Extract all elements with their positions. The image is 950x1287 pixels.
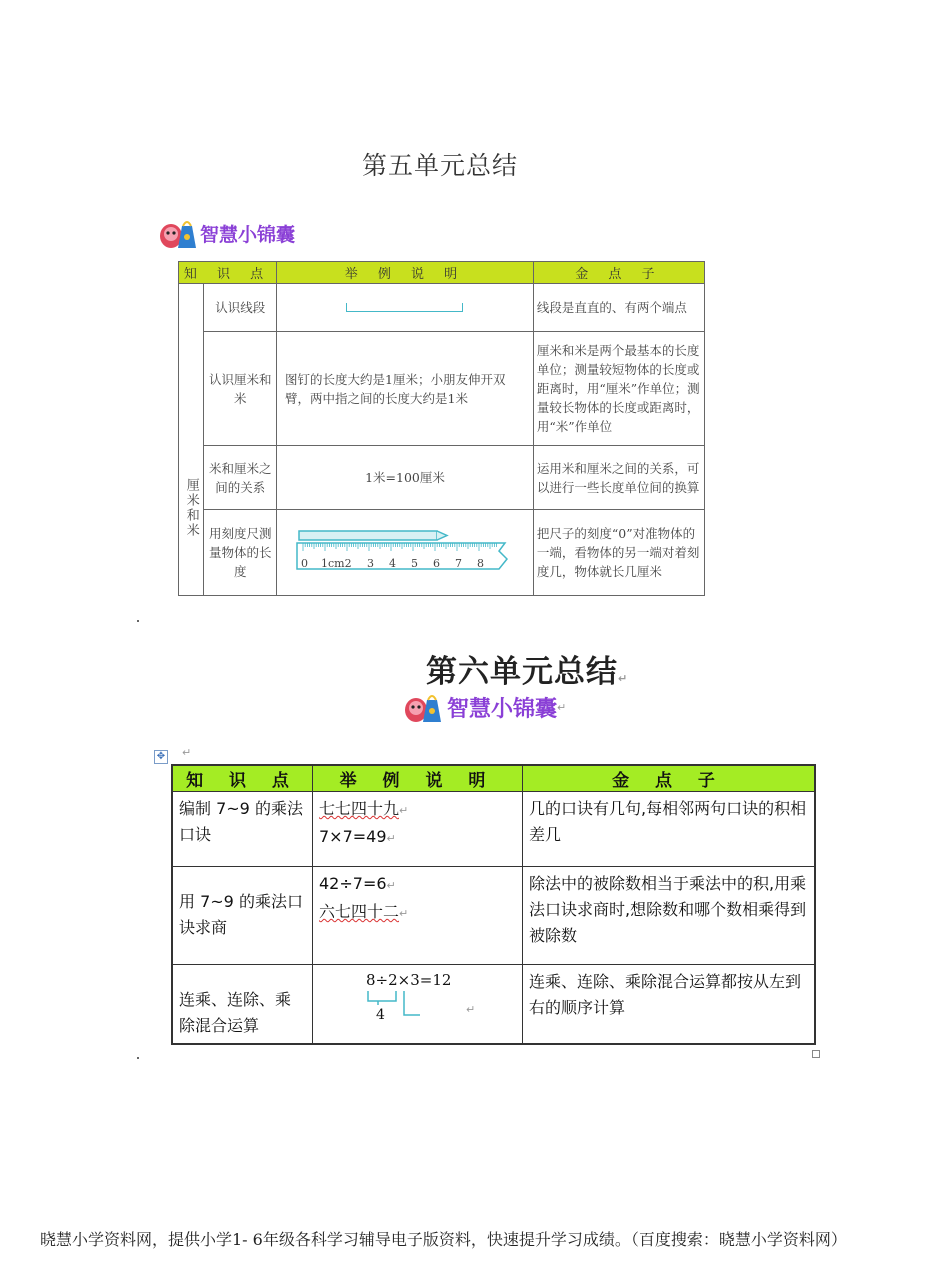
unit5-header-tip: 金 点 子 (533, 262, 704, 284)
ruler-figure (295, 525, 515, 577)
unit5-group-label: 厘米和米 (183, 477, 199, 538)
unit5-topic-cell: 认识厘米和米 (204, 332, 277, 446)
unit6-topic-cell: 连乘、连除、乘除混合运算 (172, 965, 313, 1045)
line-segment-figure (346, 303, 463, 312)
example-line: 七七四十九 (319, 799, 400, 818)
brain-bag-mascot-icon (158, 216, 198, 250)
table-row (179, 446, 705, 510)
unit6-header-row (172, 765, 815, 792)
ruler-label: 1cm2 (320, 557, 352, 570)
table-row (179, 510, 705, 596)
unit6-tip-cell: 连乘、连除、乘除混合运算都按从左到右的顺序计算 (523, 965, 816, 1045)
ruler-labels (301, 557, 484, 570)
table-row (172, 792, 815, 867)
paragraph-mark-icon: ↵ (618, 672, 629, 685)
paragraph-mark-icon: ↵ (465, 1003, 475, 1016)
unit6-title-text: 第六单元总结 (426, 654, 618, 690)
ruler-label: 8 (476, 557, 484, 570)
unit5-tip-cell: 线段是直直的、有两个端点 (533, 284, 704, 332)
example-line: 六七四十二 (319, 902, 400, 921)
table-resize-handle[interactable] (812, 1050, 820, 1058)
paragraph-mark-icon: ↵ (557, 700, 567, 714)
unit6-example-cell: 42÷7=6↵ 六七四十二↵ (313, 867, 523, 965)
unit5-tip-cell: 把尺子的刻度“0”对准物体的一端，看物体的另一端对着刻度几，物体就长几厘米 (533, 510, 704, 596)
paragraph-mark-icon: ↵ (182, 746, 192, 759)
ruler-label: 4 (388, 557, 396, 570)
unit6-badge-label: 智慧小锦囊 (447, 696, 558, 722)
unit6-topic-cell: 编制 7~9 的乘法口诀 (172, 792, 313, 867)
unit5-header-topic: 知 识 点 (179, 262, 277, 284)
unit5-topic-cell: 用刻度尺测量物体的长度 (204, 510, 277, 596)
page-footer: 晓慧小学资料网，提供小学1- 6年级各科学习辅导电子版资料，快速提升学习成绩。（百度搜索：晓慧小学资料网） (40, 1230, 847, 1249)
unit6-title (426, 646, 628, 691)
unit5-tip-cell: 运用米和厘米之间的关系，可以进行一些长度单位间的换算 (533, 446, 704, 510)
unit6-tip-cell: 除法中的被除数相当于乘法中的积,用乘法口诀求商时,想除数和哪个数相乘得到被除数 (523, 867, 816, 965)
move-table-icon[interactable]: ✥ (154, 750, 168, 764)
unit5-header-row (179, 262, 705, 284)
unit5-example-cell (277, 284, 534, 332)
table-row (172, 867, 815, 965)
ruler-label: 6 (432, 557, 440, 570)
margin-dot (137, 1057, 139, 1059)
unit5-topic-cell: 认识线段 (204, 284, 277, 332)
example-line: 7×7=49 (319, 827, 387, 846)
unit5-example-cell: 图钉的长度大约是1厘米；小朋友伸开双臂，两中指之间的长度大约是1米 (277, 332, 534, 446)
unit5-tip-cell: 厘米和米是两个最基本的长度单位；测量较短物体的长度或距离时，用“厘米”作单位；测量较长物体的长度或距离时，用“米”作单位 (533, 332, 704, 446)
ruler-label: 5 (410, 557, 418, 570)
unit5-badge (158, 216, 295, 250)
unit5-table (178, 261, 705, 596)
unit6-header-tip: 金 点 子 (523, 765, 816, 792)
unit5-example-cell (277, 510, 534, 596)
unit6-example-cell: 七七四十九↵ 7×7=49↵ (313, 792, 523, 867)
ruler-label: 0 (300, 557, 308, 570)
intermediate-result: 4 (375, 1007, 385, 1023)
unit5-badge-label: 智慧小锦囊 (200, 223, 296, 246)
order-of-operations-figure (348, 969, 488, 1025)
unit6-example-cell (313, 965, 523, 1045)
unit6-header-topic: 知 识 点 (172, 765, 313, 792)
example-line: 42÷7=6 (319, 874, 387, 893)
unit6-tip-cell: 几的口诀有几句,每相邻两句口诀的积相差几 (523, 792, 816, 867)
table-row (172, 965, 815, 1045)
brain-bag-mascot-icon (403, 690, 443, 724)
unit6-badge (403, 690, 566, 724)
unit6-topic-cell: 用 7~9 的乘法口诀求商 (172, 867, 313, 965)
unit5-example-cell: 1米=100厘米 (277, 446, 534, 510)
table-row (179, 284, 705, 332)
expression: 8÷2×3=12 (365, 971, 451, 989)
margin-dot (137, 620, 139, 622)
unit6-table (171, 764, 816, 1045)
ruler-label: 7 (454, 557, 462, 570)
ruler-label: 3 (366, 557, 374, 570)
unit5-topic-cell: 米和厘米之间的关系 (204, 446, 277, 510)
table-row (179, 332, 705, 446)
unit5-title: 第五单元总结 (362, 151, 519, 180)
unit5-group-cell (179, 284, 204, 596)
unit6-header-example: 举 例 说 明 (313, 765, 523, 792)
unit5-header-example: 举 例 说 明 (277, 262, 534, 284)
